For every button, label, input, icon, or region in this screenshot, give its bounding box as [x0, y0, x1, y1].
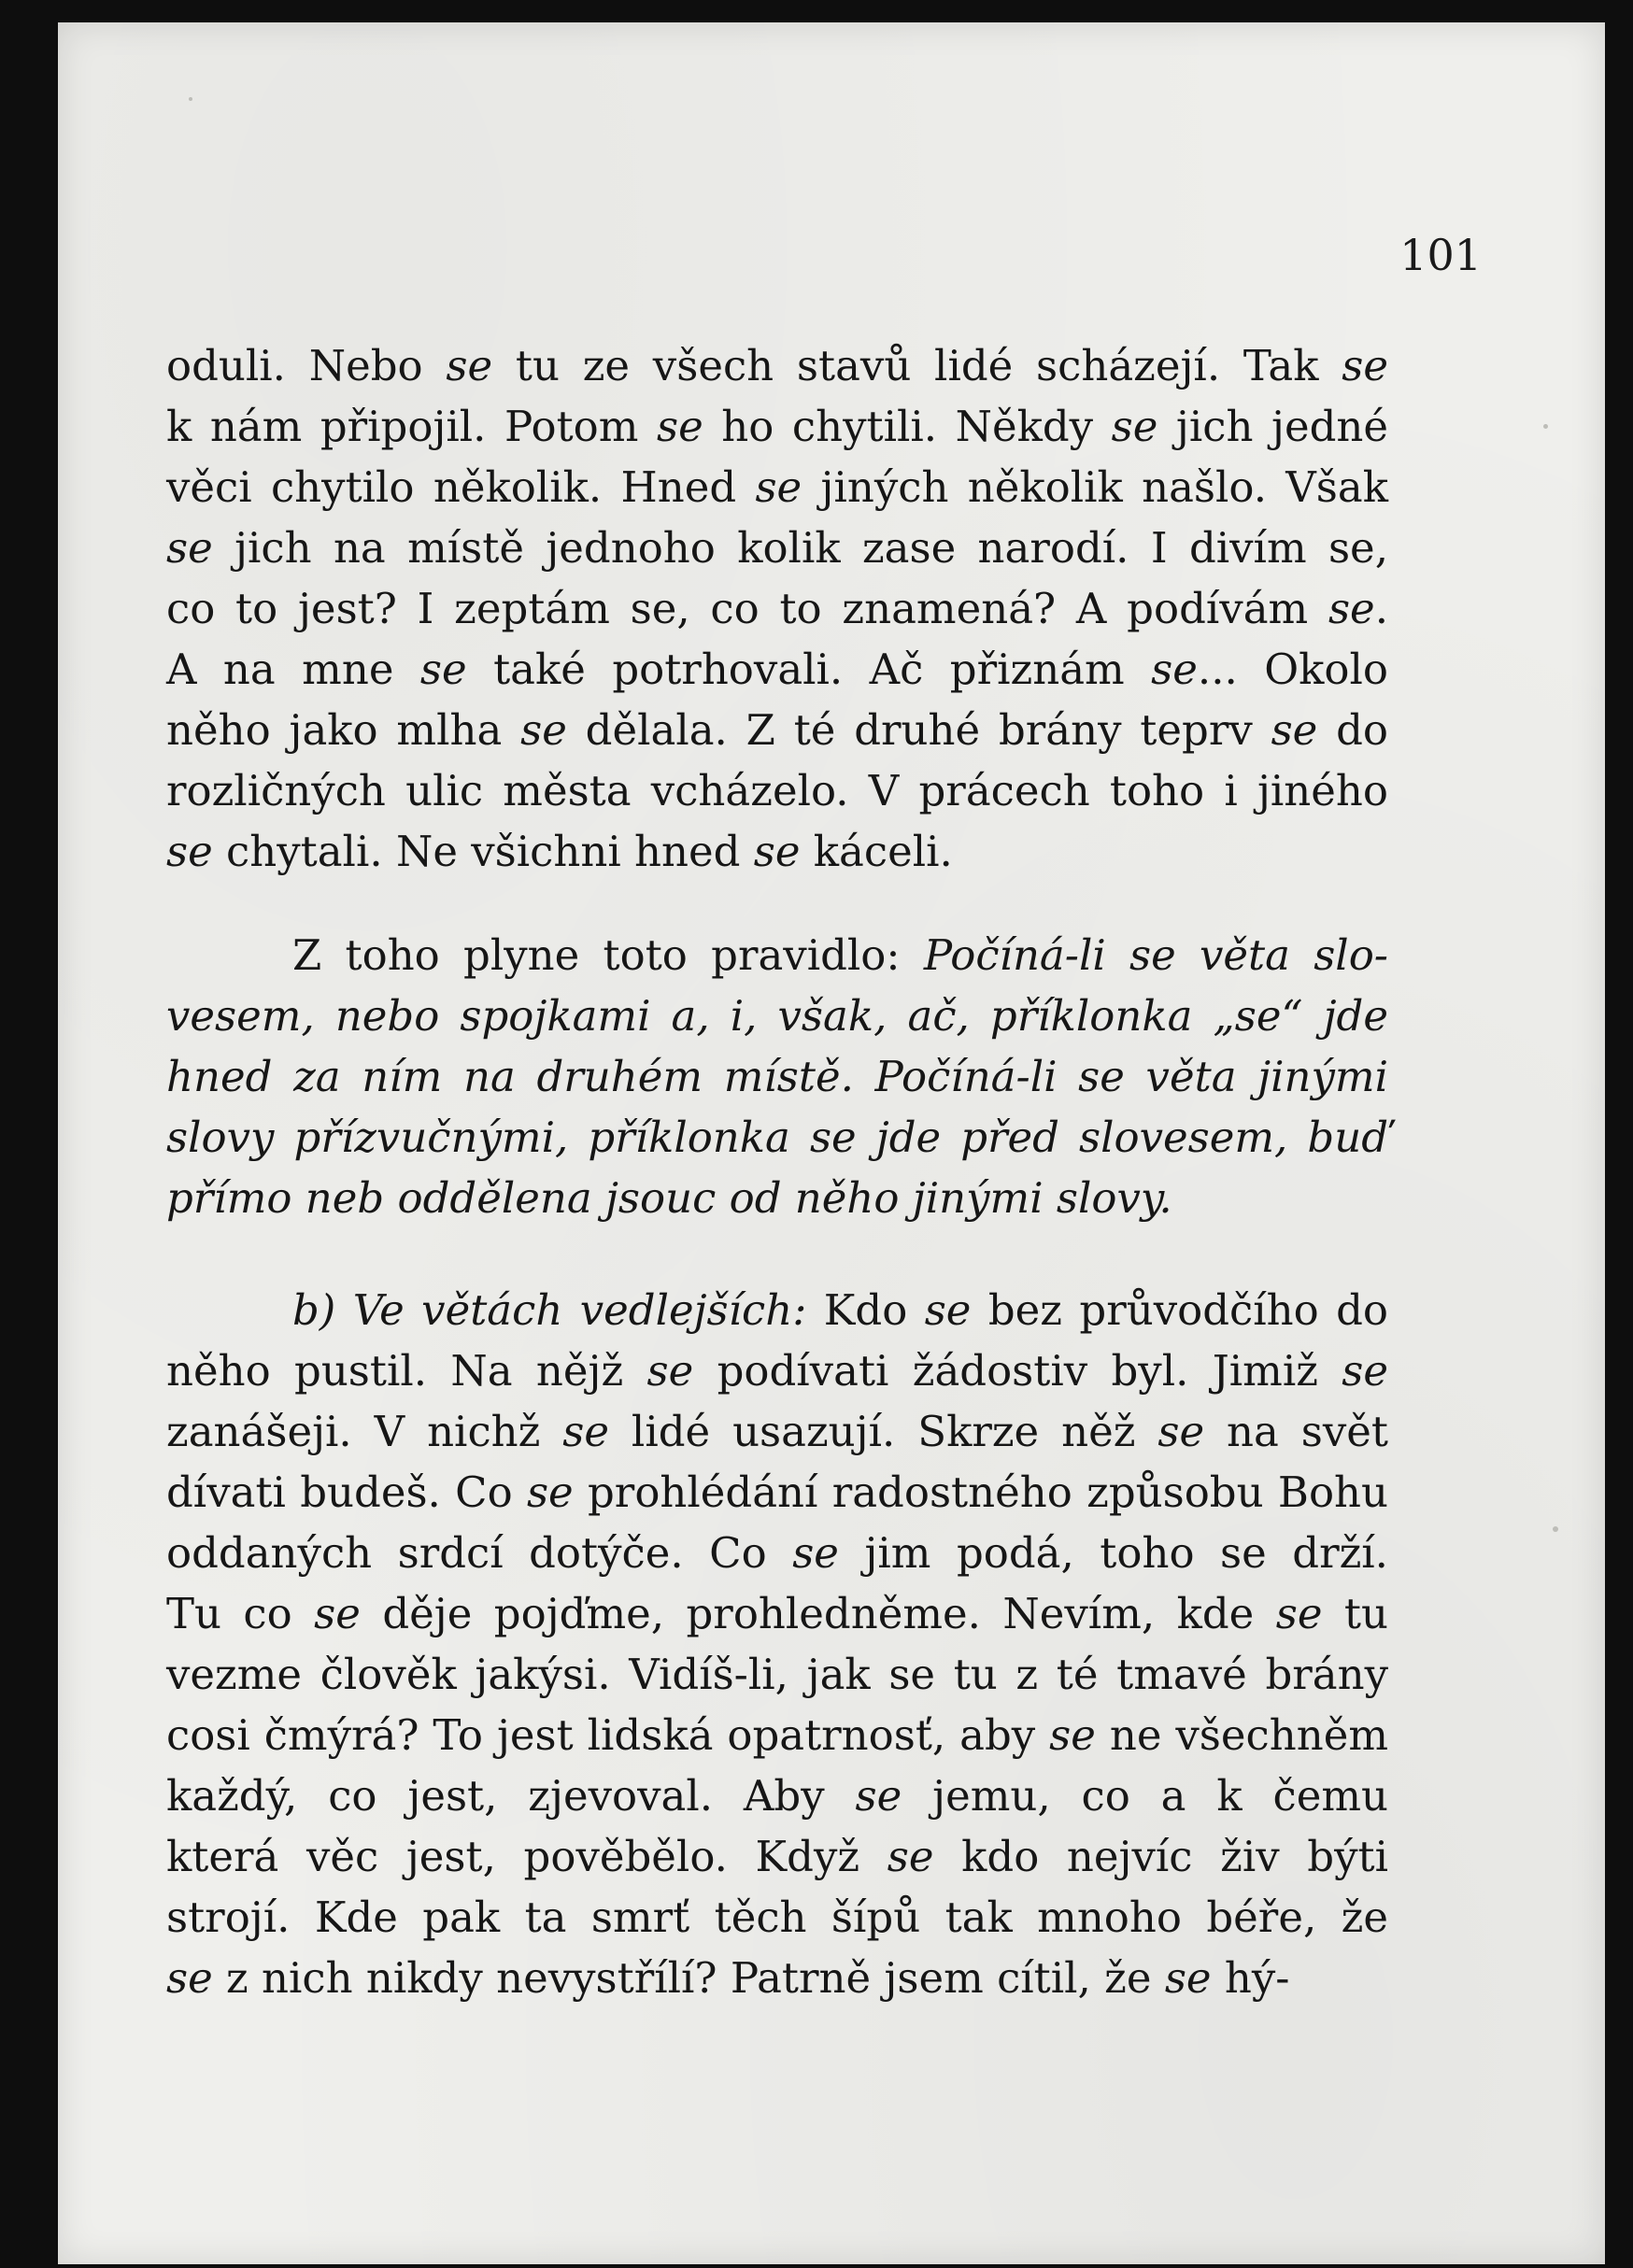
text-line	[166, 1168, 1388, 1228]
text-segment: jim podá, toho se drží.	[838, 1528, 1388, 1578]
italic-text: se	[1049, 1710, 1096, 1760]
text-line	[166, 1887, 1388, 1948]
text-segment: ho chytili. Někdy	[703, 402, 1112, 451]
text-line	[166, 821, 1388, 882]
text-line	[166, 1107, 1388, 1168]
italic-text: se	[656, 402, 703, 451]
italic-text: se	[1342, 1346, 1389, 1396]
italic-text: se	[1151, 645, 1198, 694]
text-segment: také potrhovali. Ač přiznám	[466, 645, 1152, 694]
text-line	[166, 457, 1388, 517]
paragraph-rule	[166, 925, 1388, 1228]
text-segment: co to jest? I zeptám se, co to znamená? A podívám	[166, 584, 1328, 633]
text-line	[166, 760, 1388, 821]
text-segment: lidé usazují. Skrze něž	[609, 1407, 1158, 1456]
page-number: 101	[1399, 230, 1482, 280]
text-segment: rozličných ulic města vcházelo. V prácech toho i jiného	[166, 766, 1388, 815]
text-segment: jich jedné	[1157, 402, 1389, 451]
italic-text: se	[1275, 1589, 1323, 1638]
text-line	[166, 1523, 1388, 1583]
text-segment: Kdo	[806, 1285, 925, 1335]
italic-text: se	[526, 1467, 574, 1517]
text-segment: hý-	[1211, 1953, 1290, 2003]
italic-text: se	[166, 523, 213, 573]
italic-text: se	[1342, 341, 1388, 390]
paper-speck	[189, 97, 192, 101]
text-segment: jiných několik našlo. Však	[802, 462, 1388, 512]
text-segment: ... Okolo	[1197, 645, 1388, 694]
italic-text: se	[887, 1832, 934, 1881]
text-line	[166, 1401, 1388, 1462]
italic-text: se	[314, 1589, 361, 1638]
text-segment: ne všechněm	[1095, 1710, 1388, 1760]
text-segment: děje pojďme, prohledněme. Nevím, kde	[360, 1589, 1276, 1638]
text-segment: na svět	[1204, 1407, 1388, 1456]
italic-text: se	[419, 645, 467, 694]
text-segment: bez průvodčího do	[971, 1285, 1388, 1335]
text-line	[166, 1280, 1388, 1340]
book-page	[58, 22, 1605, 2264]
text-segment: Tu co	[166, 1589, 315, 1638]
italic-text: se	[924, 1285, 972, 1335]
text-segment: která věc jest, pověbělo. Když	[166, 1832, 888, 1881]
text-line	[166, 517, 1388, 578]
text-segment: vezme člověk jakýsi. Vidíš-li, jak se tu z té tmavé brány	[166, 1650, 1388, 1699]
paper-speck	[1543, 424, 1548, 429]
italic-text: slovy přízvučnými, příklonka se jde před slovesem, buď	[166, 1113, 1388, 1162]
text-segment: něho jako mlha	[166, 705, 521, 755]
text-line	[166, 1340, 1388, 1401]
paragraph-examples-main-clauses	[166, 335, 1388, 882]
text-segment: prohlédání radostného způsobu Bohu	[573, 1467, 1389, 1517]
text-line	[166, 1462, 1388, 1523]
text-segment: jich na místě jednoho kolik zase narodí. I divím se,	[212, 523, 1388, 573]
text-segment: každý, co jest, zjevoval. Aby	[166, 1771, 856, 1821]
text-segment: z nich nikdy nevystřílí? Patrně jsem cítil, že	[212, 1953, 1165, 2003]
text-line	[166, 1046, 1388, 1107]
text-segment: .	[1374, 584, 1388, 633]
italic-text: se	[646, 1346, 694, 1396]
text-segment: podívati žádostiv byl. Jimiž	[693, 1346, 1342, 1396]
paper-speck	[1553, 1526, 1558, 1532]
italic-text: se	[1157, 1407, 1205, 1456]
text-line	[166, 1705, 1388, 1765]
text-segment: chytali. Ne všichni hned	[212, 827, 754, 876]
text-line	[166, 639, 1388, 700]
text-segment: cosi čmýrá? To jest lidská opatrnosť, aby	[166, 1710, 1050, 1760]
text-segment: strojí. Kde pak ta smrť těch šípů tak mnoho béře, že	[166, 1892, 1388, 1942]
text-line	[166, 1826, 1388, 1887]
italic-text: se	[1164, 1953, 1212, 2003]
italic-text: se	[855, 1771, 902, 1821]
italic-text: se	[755, 462, 802, 512]
text-line	[166, 925, 1388, 985]
text-segment: k nám připojil. Potom	[166, 402, 657, 451]
text-line	[166, 396, 1388, 457]
text-segment: věci chytilo několik. Hned	[166, 462, 756, 512]
italic-text: hned za ním na druhém místě. Počíná-li se věta jinými	[166, 1052, 1388, 1101]
text-segment: tu	[1322, 1589, 1388, 1638]
italic-text: se	[562, 1407, 609, 1456]
text-segment: kdo nejvíc živ býti	[933, 1832, 1388, 1881]
italic-text: vesem, nebo spojkami a, i, však, ač, příklonka „se“ jde	[166, 991, 1388, 1041]
text-segment: zanášeji. V nichž	[166, 1407, 563, 1456]
text-line	[166, 700, 1388, 760]
text-segment: oddaných srdcí dotýče. Co	[166, 1528, 793, 1578]
text-segment: jemu, co a k čemu	[902, 1771, 1388, 1821]
text-segment: oduli. Nebo	[166, 341, 447, 390]
italic-text: b) Ve větách vedlejších:	[292, 1285, 807, 1335]
text-segment: dívati budeš. Co	[166, 1467, 527, 1517]
text-line	[166, 1644, 1388, 1705]
italic-text: se	[520, 705, 567, 755]
text-segment: A na mne	[166, 645, 420, 694]
italic-text: se	[166, 827, 213, 876]
italic-text: se	[1271, 705, 1318, 755]
text-segment: dělala. Z té druhé brány teprv	[566, 705, 1271, 755]
text-line	[166, 1948, 1388, 2008]
text-segment: něho pustil. Na nějž	[166, 1346, 647, 1396]
text-line	[166, 1583, 1388, 1644]
text-line	[166, 1765, 1388, 1826]
italic-text: se	[166, 1953, 213, 2003]
text-line	[166, 985, 1388, 1046]
italic-text: se	[446, 341, 493, 390]
italic-text: přímo neb oddělena jsouc od něho jinými slovy.	[166, 1173, 1172, 1223]
text-line	[166, 335, 1388, 396]
italic-text: se	[792, 1528, 839, 1578]
paragraph-subordinate-clauses	[166, 1280, 1388, 2008]
italic-text: se	[753, 827, 801, 876]
text-segment: Z toho plyne toto pravidlo:	[292, 930, 924, 980]
text-segment: káceli.	[800, 827, 953, 876]
italic-text: se	[1111, 402, 1158, 451]
text-segment: tu ze všech stavů lidé scházejí. Tak	[492, 341, 1342, 390]
text-segment: do	[1317, 705, 1388, 755]
italic-text: se	[1328, 584, 1375, 633]
text-line	[166, 578, 1388, 639]
italic-text: Počíná-li se věta slo-	[923, 930, 1388, 980]
